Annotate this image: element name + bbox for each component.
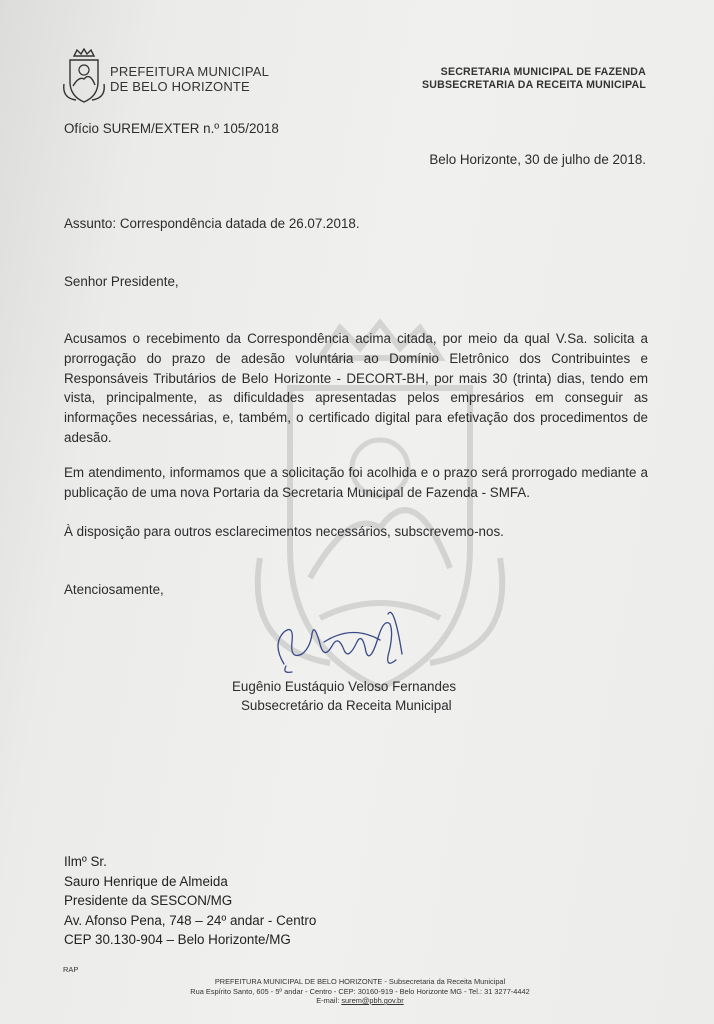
coat-of-arms-icon [62, 48, 106, 104]
signer-block [232, 677, 456, 715]
recipient-address [64, 852, 316, 950]
letter-reference: Ofício SUREM/EXTER n.º 105/2018 [64, 121, 279, 136]
footer-email-label: E-mail: [316, 996, 342, 1005]
recipient-line-4: Av. Afonso Pena, 748 – 24º andar - Centro [64, 912, 317, 928]
letter-date: Belo Horizonte, 30 de julho de 2018. [429, 152, 646, 167]
dept-line-1: SECRETARIA MUNICIPAL DE FAZENDA [440, 66, 646, 78]
page-footer [90, 977, 630, 1006]
letter-paragraph-1: Acusamos o recebimento da Correspondência acima citada, por meio da qual V.Sa. solicita a prorrogação do prazo de adesão voluntária ao Domínio Eletrônico dos Contribuintes e Responsáveis Tributários de Belo Horizonte - DECORT-BH, por mais 30 (trinta) dias, tendo em vista, principalmente, as dificuldades apresentadas pelos empresários em conseguir as informações necessárias, e, também, o certificado digital para efetivação dos procedimentos de adesão. [64, 331, 648, 445]
handwritten-signature [262, 594, 422, 674]
department-heading [422, 66, 646, 92]
letter-paragraph-3: À disposição para outros esclarecimentos necessários, subscrevemo-nos. [64, 524, 504, 539]
letter-closing: Atenciosamente, [64, 582, 164, 597]
letter-subject: Assunto: Correspondência datada de 26.07.2018. [64, 216, 360, 231]
footer-line-1: PREFEITURA MUNICIPAL DE BELO HORIZONTE - Subsecretaria da Receita Municipal [214, 977, 506, 986]
organization-name [110, 64, 269, 94]
org-line-1: PREFEITURA MUNICIPAL [110, 64, 270, 79]
footer-email-line [90, 996, 630, 1006]
recipient-line-1: Ilmº Sr. [64, 854, 107, 869]
letter-paragraph-2: Em atendimento, informamos que a solicitação foi acolhida e o prazo será prorrogado mediante a publicação de uma nova Portaria da Secretaria Municipal de Fazenda - SMFA. [64, 465, 648, 500]
recipient-line-3: Presidente da SESCON/MG [64, 893, 233, 909]
letterhead-logo [62, 48, 270, 104]
dept-line-2: SUBSECRETARIA DA RECEITA MUNICIPAL [422, 79, 646, 91]
recipient-line-2: Sauro Henrique de Almeida [64, 873, 228, 889]
recipient-line-5: CEP 30.130-904 – Belo Horizonte/MG [64, 932, 291, 948]
org-line-2: DE BELO HORIZONTE [110, 79, 250, 94]
footer-line-2: Rua Espírito Santo, 605 - 5º andar - Centro - CEP: 30160-919 - Belo Horizonte MG - Tel.: 31 3277-4442 [190, 986, 530, 996]
signer-title: Subsecretário da Receita Municipal [241, 698, 452, 713]
signer-name: Eugênio Eustáquio Veloso Fernandes [232, 679, 457, 694]
typist-initials: RAP [63, 965, 79, 974]
footer-email-link[interactable]: surem@pbh.gov.br [341, 996, 404, 1005]
letter-salutation: Senhor Presidente, [64, 274, 179, 289]
